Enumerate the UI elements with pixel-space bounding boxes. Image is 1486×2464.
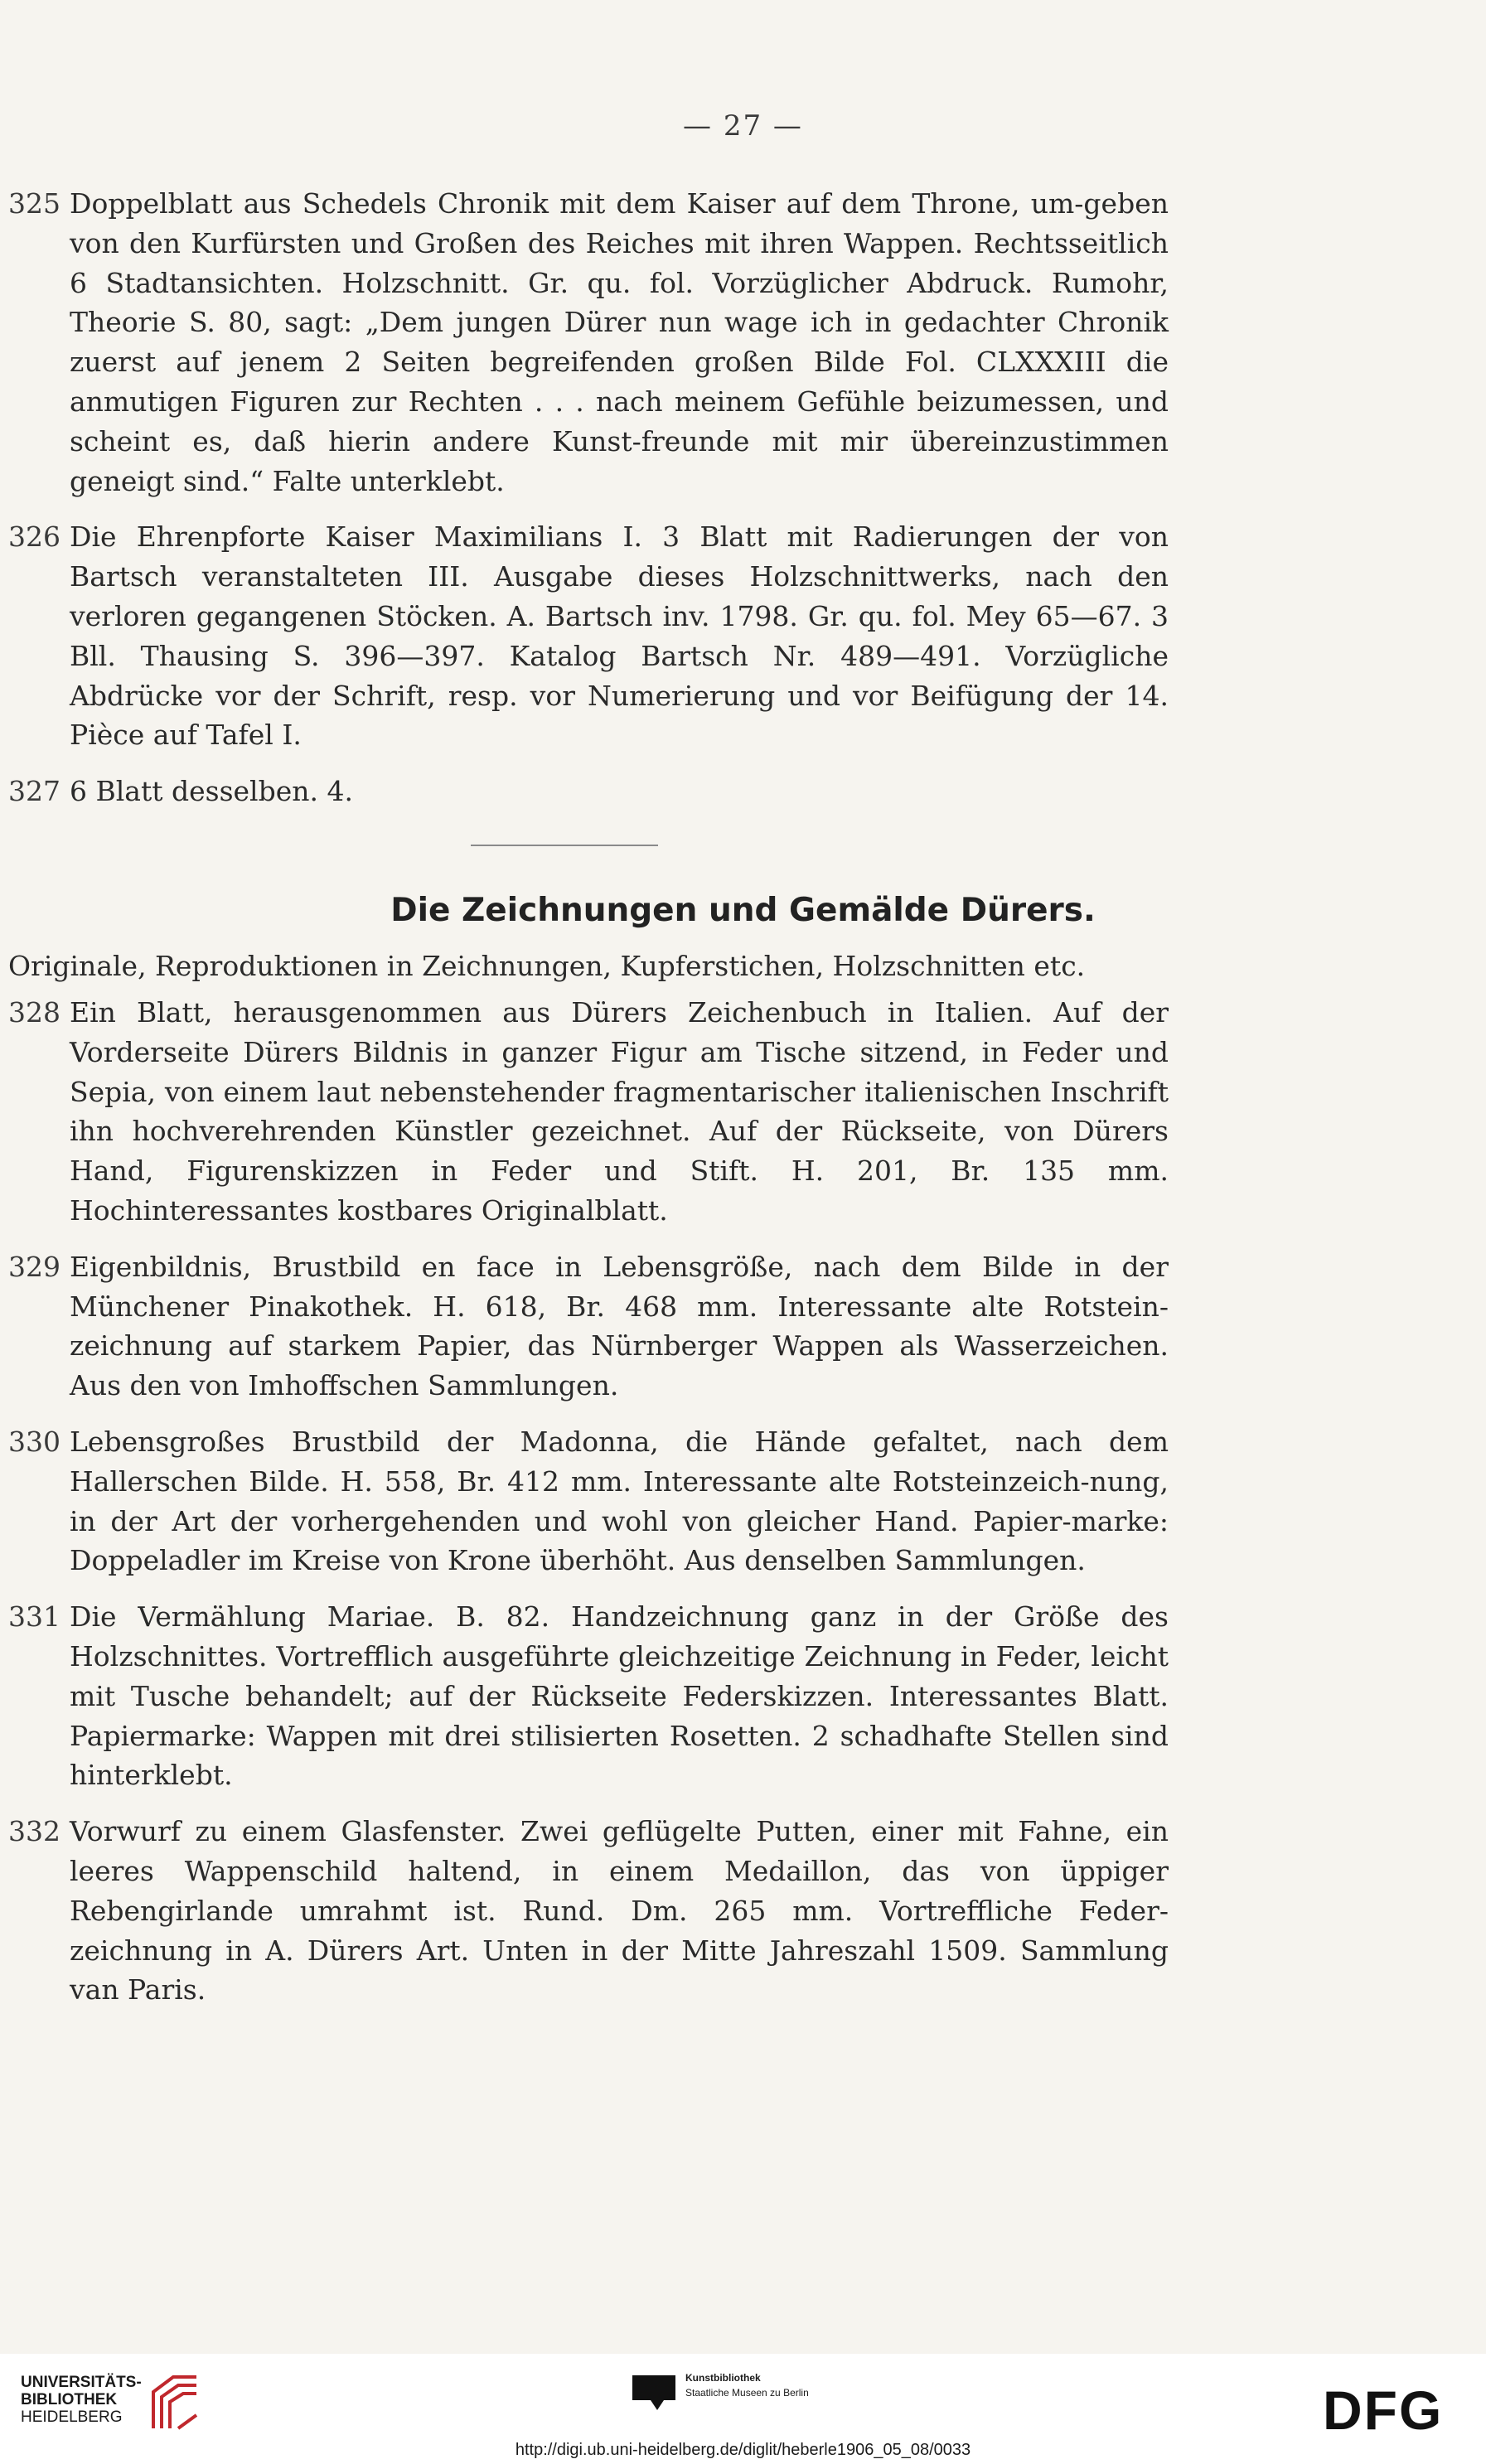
university-library-logo[interactable] — [21, 2374, 201, 2432]
entry-number: 331 — [8, 1600, 61, 1634]
entry-number: 330 — [8, 1425, 61, 1458]
dfg-logo[interactable]: DFG — [1323, 2379, 1444, 2441]
catalog-entry — [8, 517, 1169, 755]
catalog-entry — [8, 993, 1169, 1231]
kb-logo-line: Kunstbibliothek — [685, 2372, 761, 2384]
entry-text: 6 Blatt desselben. 4. — [70, 775, 353, 808]
entry-number: 329 — [8, 1250, 61, 1283]
uni-logo-line: HEIDELBERG — [21, 2408, 123, 2426]
catalog-entry — [8, 1247, 1169, 1406]
catalog-entry — [8, 1597, 1169, 1795]
kunstbibliothek-wordmark — [685, 2370, 809, 2400]
permalink-url[interactable]: http://digi.ub.uni-heidelberg.de/diglit/heberle1906_05_08/0033 — [515, 2441, 971, 2459]
heidelberg-emblem-icon — [148, 2374, 201, 2432]
entry-number: 332 — [8, 1815, 61, 1848]
entry-text: Die Vermählung Mariae. B. 82. Handzeichnung ganz in der Größe des Holzschnittes. Vortrefflich ausgeführte gleichzeitige Zeichnung in Feder, leicht mit Tusche behandelt; auf der Rückseite Federskizzen. Interessantes Blatt. Papiermarke: Wappen mit drei stilisierten Rosetten. 2 schadhafte Stellen sind hinterklebt. — [70, 1600, 1169, 1792]
entry-number: 325 — [8, 187, 61, 220]
catalog-entries-top — [8, 184, 1169, 828]
entry-text: Eigenbildnis, Brustbild en face in Lebensgröße, nach dem Bilde in der Münchener Pinakothek. H. 618, Br. 468 mm. Interessante alte Rotstein-zeichnung auf starkem Papier, das Nürnberger Wappen als Wasserzeichen. Aus den von Imhoffschen Sammlungen. — [70, 1250, 1169, 1402]
kunstbibliothek-emblem-icon — [632, 2370, 675, 2410]
entry-text: Lebensgroßes Brustbild der Madonna, die Hände gefaltet, nach dem Hallerschen Bilde. H. 558, Br. 412 mm. Interessante alte Rotsteinzeich-nung, in der Art der vorhergehenden und wohl von gleicher Hand. Papier-marke: Doppeladler im Kreise von Krone überhöht. Aus denselben Sammlungen. — [70, 1425, 1169, 1577]
catalog-entry — [8, 1812, 1169, 2010]
kb-logo-line: Staatliche Museen zu Berlin — [685, 2387, 809, 2399]
entry-text: Doppelblatt aus Schedels Chronik mit dem Kaiser auf dem Throne, um-geben von den Kurfürsten und Großen des Reiches mit ihren Wappen. Rechtsseitlich 6 Stadtansichten. Holzschnitt. Gr. qu. fol. Vorzüglicher Abdruck. Rumohr, Theorie S. 80, sagt: „Dem jungen Dürer nun wage ich in gedachter Chronik zuerst auf jenem 2 Seiten begreifenden großen Bilde Fol. CLXXXIII die anmutigen Figuren zur Rechten . . . nach meinem Gefühle beizumessen, und scheint es, daß hierin andere Kunst-freunde mit mir übereinzustimmen geneigt sind.“ Falte unterklebt. — [70, 187, 1169, 497]
university-library-wordmark — [21, 2374, 142, 2426]
entry-number: 326 — [8, 520, 61, 554]
entry-text: Die Ehrenpforte Kaiser Maximilians I. 3 Blatt mit Radierungen der von Bartsch veranstalteten III. Ausgabe dieses Holzschnittwerks, nach den verloren gegangenen Stöcken. A. Bartsch inv. 1798. Gr. qu. fol. Mey 65—67. 3 Bll. Thausing S. 396—397. Katalog Bartsch Nr. 489—491. Vorzügliche Abdrücke vor der Schrift, resp. vor Numerierung und vor Beifügung der 14. Pièce auf Tafel I. — [70, 520, 1169, 752]
uni-logo-line: BIBLIOTHEK — [21, 2391, 118, 2408]
section-subtitle: Originale, Reproduktionen in Zeichnungen, Kupferstichen, Holzschnitten etc. — [8, 950, 1086, 982]
entry-number: 327 — [8, 775, 61, 808]
catalog-entry — [8, 184, 1169, 501]
section-title: Die Zeichnungen und Gemälde Dürers. — [390, 892, 1096, 929]
kunstbibliothek-logo[interactable] — [632, 2370, 809, 2410]
catalog-entry — [8, 772, 1169, 811]
page-number: — 27 — — [683, 109, 803, 143]
catalog-entries-bottom — [8, 993, 1169, 2026]
uni-logo-line: UNIVERSITÄTS- — [21, 2374, 142, 2391]
entry-text: Ein Blatt, herausgenommen aus Dürers Zeichenbuch in Italien. Auf der Vorderseite Dürers Bildnis in ganzer Figur am Tische sitzend, in Feder und Sepia, von einem laut nebenstehender fragmentarischer italienischen Inschrift ihn hochverehrenden Künstler gezeichnet. Auf der Rückseite, von Dürers Hand, Figurenskizzen in Feder und Stift. H. 201, Br. 135 mm. Hochinteressantes kostbares Originalblatt. — [70, 996, 1169, 1227]
catalog-entry — [8, 1422, 1169, 1581]
entry-text: Vorwurf zu einem Glasfenster. Zwei geflügelte Putten, einer mit Fahne, ein leeres Wappenschild haltend, in einem Medaillon, das von üppiger Rebengirlande umrahmt ist. Rund. Dm. 265 mm. Vortreffliche Feder-zeichnung in A. Dürers Art. Unten in der Mitte Jahreszahl 1509. Sammlung van Paris. — [70, 1815, 1169, 2007]
entry-number: 328 — [8, 996, 61, 1029]
section-divider — [471, 845, 658, 846]
